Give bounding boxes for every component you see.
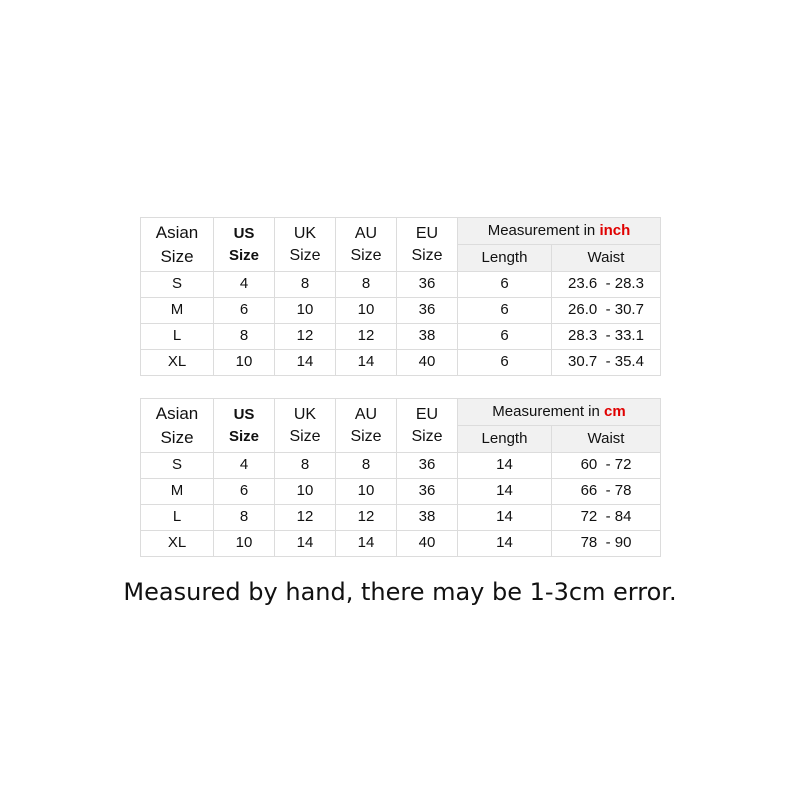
asian-cell: XL (141, 350, 214, 376)
uk-size-header: UK Size (275, 399, 336, 453)
table-row (141, 479, 661, 505)
au-cell: 8 (336, 453, 397, 479)
length-cell: 6 (458, 298, 552, 324)
length-cell: 6 (458, 272, 552, 298)
asian-cell: L (141, 505, 214, 531)
eu-size-header: EU Size (397, 399, 458, 453)
length-cell: 14 (458, 453, 552, 479)
eu-cell: 36 (397, 272, 458, 298)
waist-cell: 78 - 90 (552, 531, 661, 557)
asian-size-header: Asian Size (141, 218, 214, 272)
au-size-header: AU Size (336, 399, 397, 453)
au-cell: 8 (336, 272, 397, 298)
waist-cell: 28.3 - 33.1 (552, 324, 661, 350)
waist-cell: 30.7 - 35.4 (552, 350, 661, 376)
us-size-header: US Size (214, 399, 275, 453)
uk-cell: 12 (275, 505, 336, 531)
us-cell: 4 (214, 272, 275, 298)
uk-cell: 8 (275, 453, 336, 479)
asian-cell: XL (141, 531, 214, 557)
us-cell: 8 (214, 505, 275, 531)
eu-size-header: EU Size (397, 218, 458, 272)
measurement-note: Measured by hand, there may be 1-3cm error. (123, 578, 677, 606)
asian-cell: S (141, 453, 214, 479)
us-cell: 8 (214, 324, 275, 350)
au-cell: 10 (336, 298, 397, 324)
uk-cell: 8 (275, 272, 336, 298)
table-row (141, 453, 661, 479)
waist-header: Waist (552, 245, 661, 272)
asian-cell: L (141, 324, 214, 350)
table-row (141, 272, 661, 298)
eu-cell: 38 (397, 505, 458, 531)
au-cell: 14 (336, 531, 397, 557)
waist-cell: 23.6 - 28.3 (552, 272, 661, 298)
uk-cell: 14 (275, 531, 336, 557)
asian-cell: M (141, 479, 214, 505)
length-header: Length (458, 245, 552, 272)
eu-cell: 40 (397, 350, 458, 376)
asian-size-header: Asian Size (141, 399, 214, 453)
eu-cell: 36 (397, 298, 458, 324)
uk-cell: 10 (275, 479, 336, 505)
us-size-header: US Size (214, 218, 275, 272)
table-row (141, 324, 661, 350)
au-cell: 14 (336, 350, 397, 376)
table-row (141, 298, 661, 324)
au-size-header: AU Size (336, 218, 397, 272)
waist-cell: 60 - 72 (552, 453, 661, 479)
length-cell: 14 (458, 531, 552, 557)
us-cell: 6 (214, 298, 275, 324)
us-cell: 10 (214, 531, 275, 557)
uk-size-header: UK Size (275, 218, 336, 272)
asian-cell: S (141, 272, 214, 298)
au-cell: 10 (336, 479, 397, 505)
waist-cell: 66 - 78 (552, 479, 661, 505)
asian-cell: M (141, 298, 214, 324)
eu-cell: 36 (397, 453, 458, 479)
au-cell: 12 (336, 324, 397, 350)
measurement-header: Measurement in inch (458, 218, 661, 245)
uk-cell: 14 (275, 350, 336, 376)
eu-cell: 36 (397, 479, 458, 505)
table-row (141, 505, 661, 531)
length-cell: 6 (458, 350, 552, 376)
uk-cell: 12 (275, 324, 336, 350)
length-cell: 14 (458, 479, 552, 505)
waist-cell: 26.0 - 30.7 (552, 298, 661, 324)
us-cell: 6 (214, 479, 275, 505)
us-cell: 4 (214, 453, 275, 479)
uk-cell: 10 (275, 298, 336, 324)
size-chart-cm (140, 398, 661, 557)
waist-cell: 72 - 84 (552, 505, 661, 531)
table-row (141, 350, 661, 376)
au-cell: 12 (336, 505, 397, 531)
length-cell: 14 (458, 505, 552, 531)
us-cell: 10 (214, 350, 275, 376)
table-row (141, 531, 661, 557)
size-chart-inch (140, 217, 661, 376)
measurement-header: Measurement in cm (458, 399, 661, 426)
waist-header: Waist (552, 426, 661, 453)
unit-label: inch (599, 221, 631, 239)
length-cell: 6 (458, 324, 552, 350)
length-header: Length (458, 426, 552, 453)
eu-cell: 38 (397, 324, 458, 350)
eu-cell: 40 (397, 531, 458, 557)
unit-label: cm (604, 402, 626, 420)
